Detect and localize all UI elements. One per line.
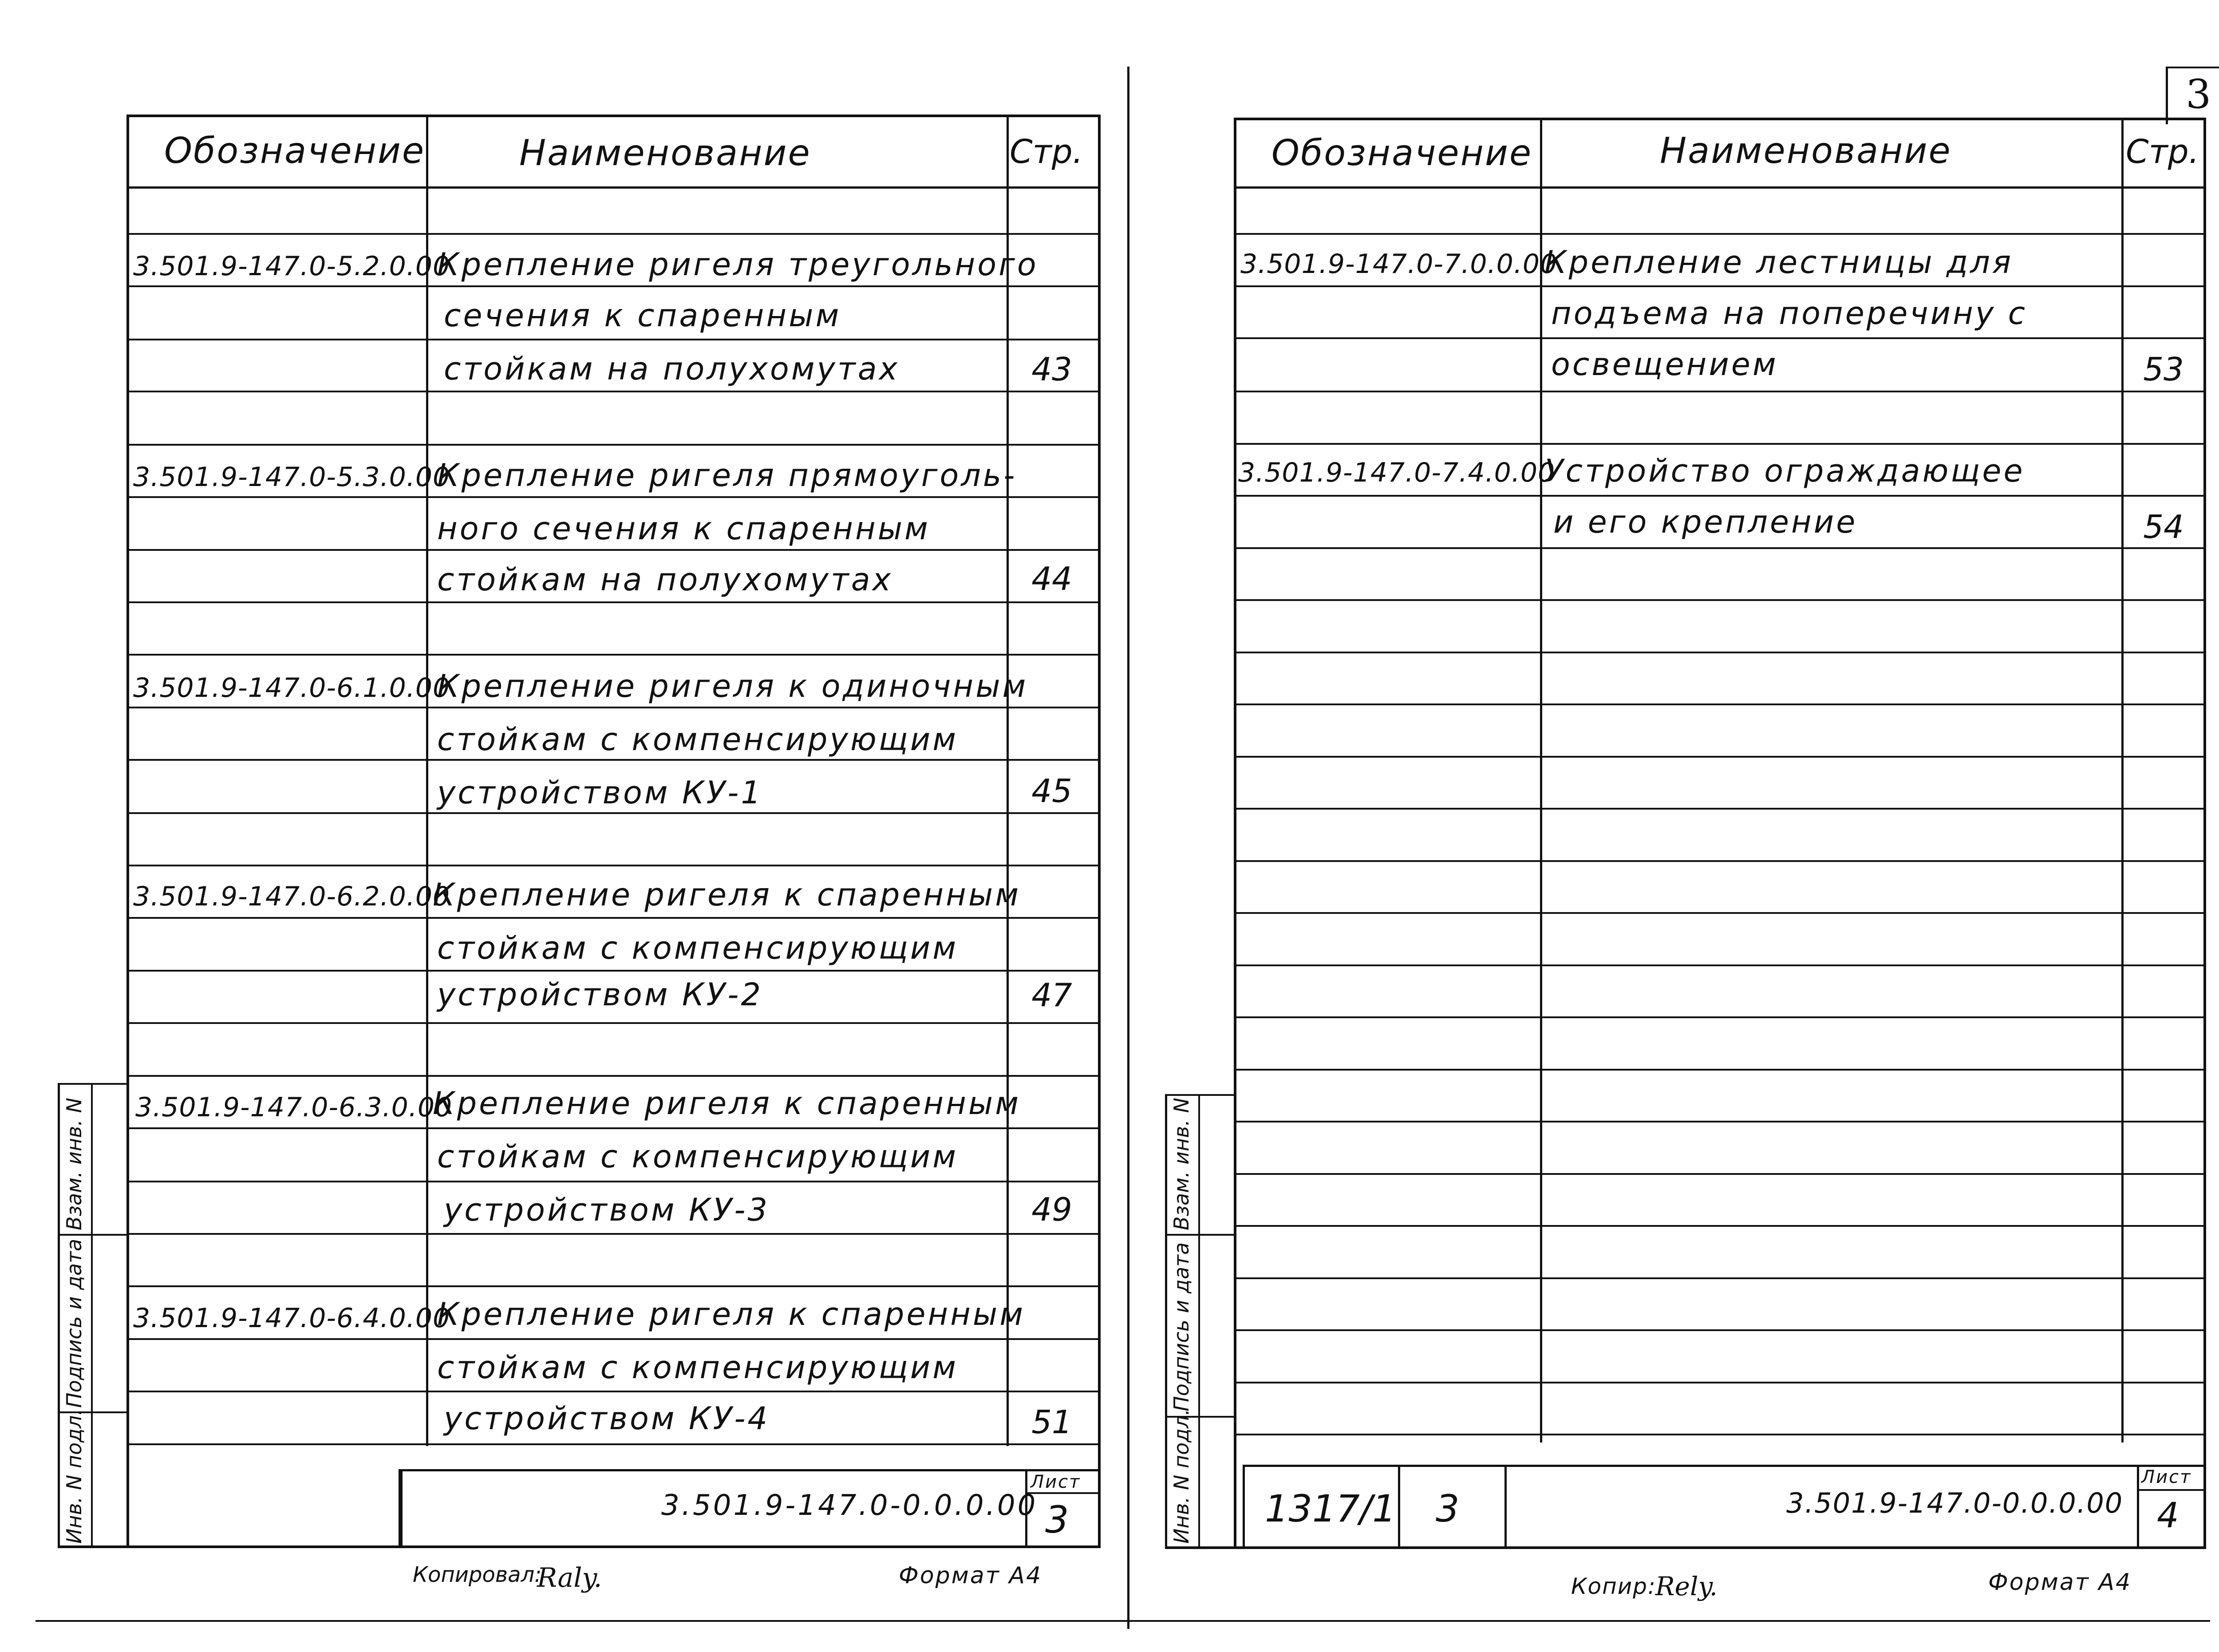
right-row-2-line-1: Устройство ограждающее bbox=[1544, 453, 2025, 489]
left-row-5-code: 3.501.9-147.0-6.3.0.00 bbox=[135, 1092, 453, 1123]
right-frame-right bbox=[2203, 118, 2206, 1549]
left-row-5-page: 49 bbox=[1031, 1191, 1072, 1228]
left-row-5-line-1: Крепление ригеля к спаренным bbox=[433, 1085, 1021, 1122]
right-stamp-left bbox=[1243, 1465, 1245, 1548]
left-row-3-code: 3.501.9-147.0-6.1.0.00 bbox=[133, 672, 450, 703]
right-footer-copied: Копир: bbox=[1571, 1573, 1656, 1599]
right-side-strip-top bbox=[1165, 1094, 1236, 1096]
left-row-3-page: 45 bbox=[1031, 772, 1072, 810]
left-header-name: Наименование bbox=[519, 132, 811, 174]
right-stamp-top bbox=[1243, 1465, 2206, 1467]
right-stamp-sep-1 bbox=[1398, 1465, 1400, 1548]
right-footer-signature: Rely. bbox=[1655, 1571, 1718, 1601]
left-row-5-line-3: устройством КУ-3 bbox=[444, 1192, 770, 1228]
left-row-6-code: 3.501.9-147.0-6.4.0.00 bbox=[133, 1303, 450, 1334]
left-row-1-page: 43 bbox=[1031, 351, 1072, 388]
right-row-1-line-3: освещением bbox=[1551, 346, 1778, 383]
right-stamp-sheet-number: 4 bbox=[2157, 1496, 2179, 1536]
right-row-1-line-2: подъема на поперечину с bbox=[1551, 295, 2028, 332]
right-side-strip-sep-1 bbox=[1165, 1234, 1236, 1236]
left-row-5-line-2: стойкам с компенсирующим bbox=[437, 1138, 959, 1175]
right-footer-format: Формат А4 bbox=[1988, 1569, 2132, 1596]
right-frame-left bbox=[1234, 118, 1236, 1549]
left-row-4-page: 47 bbox=[1031, 976, 1072, 1014]
right-header-rule bbox=[1234, 186, 2206, 189]
right-corner-box-left bbox=[2166, 67, 2168, 124]
left-row-2-code: 3.501.9-147.0-5.3.0.00 bbox=[133, 462, 450, 493]
left-side-strip-mid bbox=[91, 1083, 93, 1548]
right-row-1-page: 53 bbox=[2143, 351, 2184, 388]
right-stamp-sep-2 bbox=[1504, 1465, 1507, 1548]
left-footer-signature: Raly. bbox=[537, 1562, 602, 1593]
left-row-6-page: 51 bbox=[1031, 1403, 1072, 1441]
right-col-sep-1 bbox=[1540, 118, 1542, 1443]
left-stamp-top bbox=[402, 1469, 1101, 1471]
left-col-sep-2 bbox=[1007, 115, 1009, 1446]
left-header-designation: Обозначение bbox=[164, 130, 426, 171]
left-side-label-signature: Подпись и дата bbox=[62, 1238, 86, 1408]
left-row-3-line-3: устройством КУ-1 bbox=[437, 775, 763, 811]
left-side-label-replaced: Взам. инв. N bbox=[62, 1098, 86, 1230]
left-row-1-code: 3.501.9-147.0-5.2.0.00 bbox=[133, 251, 450, 282]
right-side-label-replaced: Взам. инв. N bbox=[1169, 1098, 1193, 1230]
left-row-1-line-3: стойкам на полухомутах bbox=[444, 351, 900, 387]
left-row-4-line-1: Крепление ригеля к спаренным bbox=[433, 877, 1021, 913]
right-side-strip-left bbox=[1165, 1094, 1167, 1549]
right-frame-top bbox=[1234, 118, 2206, 120]
left-row-2-page: 44 bbox=[1031, 560, 1072, 597]
left-side-strip-left bbox=[58, 1083, 60, 1548]
left-stamp-left bbox=[399, 1469, 403, 1548]
right-corner-number: 3 bbox=[2186, 71, 2211, 118]
right-frame-bottom bbox=[1165, 1546, 2206, 1549]
right-row-2-page: 54 bbox=[2143, 508, 2184, 545]
left-col-sep-1 bbox=[426, 115, 428, 1446]
right-col-sep-2 bbox=[2121, 118, 2124, 1443]
left-row-3-line-1: Крепление ригеля к одиночным bbox=[437, 668, 1028, 704]
left-row-6-line-1: Крепление ригеля к спаренным bbox=[437, 1296, 1026, 1332]
left-row-1-line-1: Крепление ригеля треугольного bbox=[437, 246, 1038, 283]
right-corner-box-top bbox=[2166, 67, 2219, 68]
left-stamp-doc-code: 3.501.9-147.0-0.0.0.00 bbox=[661, 1489, 1038, 1522]
left-header-page: Стр. bbox=[1010, 133, 1083, 171]
left-row-4-code: 3.501.9-147.0-6.2.0.00 bbox=[133, 881, 450, 912]
left-row-4-line-2: стойкам с компенсирующим bbox=[437, 930, 959, 966]
left-frame-bottom bbox=[58, 1545, 1101, 1548]
left-row-6-line-2: стойкам с компенсирующим bbox=[437, 1349, 959, 1386]
right-row-1-code: 3.501.9-147.0-7.0.0.00 bbox=[1240, 249, 1558, 280]
left-footer-format: Формат А4 bbox=[899, 1562, 1042, 1589]
left-row-2-line-2: ного сечения к спаренным bbox=[437, 510, 930, 547]
left-row-6-line-3: устройством КУ-4 bbox=[444, 1400, 770, 1437]
right-side-strip-mid bbox=[1198, 1094, 1200, 1549]
left-stamp-sheet-number: 3 bbox=[1045, 1498, 1069, 1541]
left-side-strip-top bbox=[58, 1083, 129, 1085]
right-row-2-code: 3.501.9-147.0-7.4.0.00 bbox=[1238, 457, 1556, 488]
left-side-label-inv: Инв. N подл. bbox=[62, 1409, 86, 1544]
left-row-4-line-3: устройством КУ-2 bbox=[437, 976, 763, 1013]
right-row-1-line-1: Крепление лестницы для bbox=[1544, 244, 2014, 281]
left-row-3-line-2: стойкам с компенсирующим bbox=[437, 721, 959, 758]
right-row-2-line-2: и его крепление bbox=[1553, 504, 1858, 540]
right-header-designation: Обозначение bbox=[1271, 132, 1533, 174]
left-row-2-line-3: стойкам на полухомутах bbox=[437, 561, 893, 598]
left-row-2-line-1: Крепление ригеля прямоуголь- bbox=[437, 457, 1017, 494]
left-side-strip-sep-1 bbox=[58, 1234, 129, 1236]
right-stamp-doc-code: 3.501.9-147.0-0.0.0.00 bbox=[1786, 1487, 2124, 1519]
left-frame-left bbox=[126, 115, 129, 1548]
left-stamp-sheet-label: Лист bbox=[1031, 1472, 1081, 1492]
center-fold-line bbox=[1127, 67, 1129, 1629]
right-stamp-sheet-sep bbox=[2137, 1465, 2139, 1548]
left-header-rule bbox=[126, 186, 1101, 189]
left-frame-right bbox=[1098, 115, 1101, 1548]
left-frame-top bbox=[126, 115, 1101, 117]
bottom-page-line bbox=[36, 1620, 2210, 1622]
right-side-label-signature: Подпись и дата bbox=[1169, 1242, 1193, 1411]
right-stamp-inv: 1317/1 bbox=[1265, 1487, 1396, 1530]
right-side-label-inv: Инв. N подл. bbox=[1169, 1409, 1193, 1544]
right-header-page: Стр. bbox=[2126, 133, 2199, 171]
right-header-name: Наименование bbox=[1660, 130, 1952, 171]
left-row-1-line-2: сечения к спаренным bbox=[444, 297, 841, 334]
right-stamp-sheet-label: Лист bbox=[2141, 1467, 2192, 1487]
left-footer-copied: Копировал: bbox=[413, 1562, 542, 1587]
right-stamp-sheet-rule bbox=[2137, 1489, 2206, 1491]
right-stamp-num: 3 bbox=[1436, 1487, 1460, 1530]
